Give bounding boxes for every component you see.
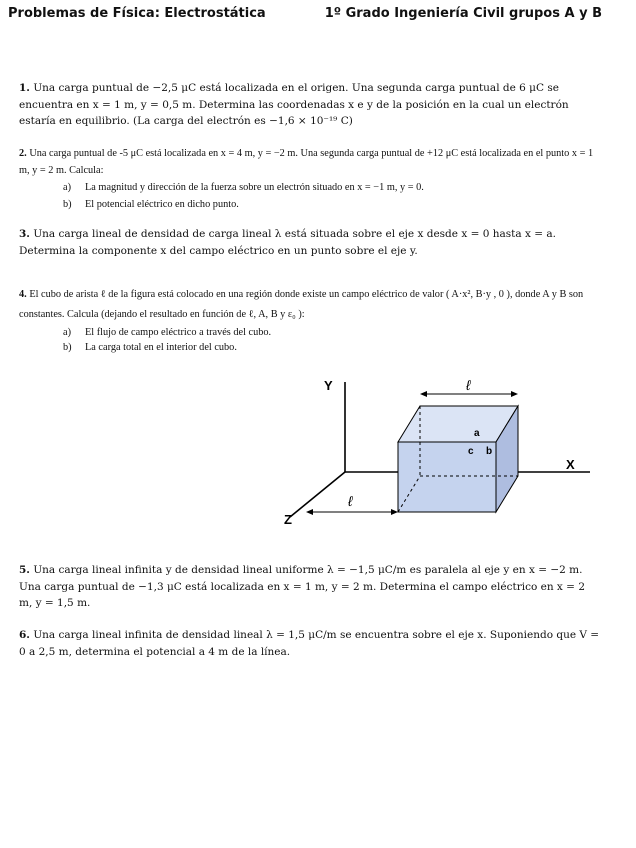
problem-2 <box>19 145 601 213</box>
problem-number: 4. <box>19 289 27 300</box>
x-axis-label: X <box>566 457 575 472</box>
arrow-head <box>391 509 398 515</box>
item-text: La carga total en el interior del cubo. <box>85 342 237 353</box>
problem-number: 1. <box>19 82 30 94</box>
z-axis <box>290 472 345 517</box>
cube-figure <box>270 372 600 532</box>
cube <box>398 406 518 512</box>
item-mark: a) <box>63 182 71 193</box>
problem-item <box>19 325 601 340</box>
problem-4 <box>19 285 601 355</box>
problem-text: Una carga puntual de -5 μC está localizada en x = 4 m, y = −2 m. Una segunda carga puntual de +12 μC está localizada en el punto x = 1 m, y = 2 m. Calcula: <box>19 148 594 176</box>
face-label-a: a <box>474 428 480 439</box>
problem-text: Una carga puntual de −2,5 μC está localizada en el origen. Una segunda carga puntual de 6 μC se encuentra en x = 1 m, y = 0,5 m. Determina las coordenadas x e y de la posición en la cual un electrón estaría en equilibrio. (La carga del electrón es −1,6 × 10⁻¹⁹ C) <box>19 82 569 127</box>
problem-number: 3. <box>19 228 30 240</box>
problem-1 <box>19 80 601 130</box>
page-header <box>0 6 636 26</box>
problem-item <box>19 196 601 213</box>
header-title: Problemas de Física: Electrostática <box>8 6 266 21</box>
problem-item <box>19 340 601 355</box>
arrow-head <box>511 391 518 397</box>
item-text: El potencial eléctrico en dicho punto. <box>85 199 239 210</box>
problem-text: Una carga lineal de densidad de carga lineal λ está situada sobre el eje x desde x = 0 hasta x = a. Determina la componente x del campo eléctrico en un punto sobre el eje y. <box>19 228 556 257</box>
face-label-b: b <box>486 446 493 457</box>
dimension-top <box>420 377 518 397</box>
problem-6 <box>19 627 601 660</box>
item-mark: b) <box>63 199 72 210</box>
arrow-head <box>306 509 313 515</box>
problem-item <box>19 179 601 196</box>
problem-3 <box>19 226 601 259</box>
edge-length-label: ℓ <box>466 377 471 393</box>
problem-text: Una carga lineal infinita de densidad lineal λ = 1,5 μC/m se encuentra sobre el eje x. Suponiendo que V = 0 a 2,5 m, determina el potencial a 4 m de la línea. <box>19 629 600 658</box>
header-course: 1º Grado Ingeniería Civil grupos A y B <box>324 6 602 21</box>
item-mark: b) <box>63 342 72 353</box>
dimension-bottom <box>306 493 398 515</box>
item-mark: a) <box>63 327 71 338</box>
y-axis-label: Y <box>324 378 333 393</box>
arrow-head <box>420 391 427 397</box>
item-text: La magnitud y dirección de la fuerza sobre un electrón situado en x = −1 m, y = 0. <box>85 182 424 193</box>
problem-number: 6. <box>19 629 30 641</box>
z-axis-label: Z <box>284 512 292 527</box>
face-label-c: c <box>468 446 474 457</box>
item-text: El flujo de campo eléctrico a través del cubo. <box>85 327 272 338</box>
problem-5 <box>19 562 601 612</box>
problem-number: 5. <box>19 564 30 576</box>
edge-length-label: ℓ <box>348 493 353 509</box>
problem-text: El cubo de arista ℓ de la figura está colocado en una región donde existe un campo eléctrico de valor ( A·x², B·y , 0 ), donde A y B son constantes. Calcula (dejando el resultado en función de ℓ, A, B y ε₀ ): <box>19 289 584 320</box>
problem-number: 2. <box>19 148 27 159</box>
cube-front-face <box>398 442 496 512</box>
problem-text: Una carga lineal infinita y de densidad lineal uniforme λ = −1,5 μC/m es paralela al eje y en x = −2 m. Una carga puntual de −1,3 μC está localizada en x = 1 m, y = 2 m. Determina el campo eléctrico en x = 2 m, y = 1,5 m. <box>19 564 585 609</box>
